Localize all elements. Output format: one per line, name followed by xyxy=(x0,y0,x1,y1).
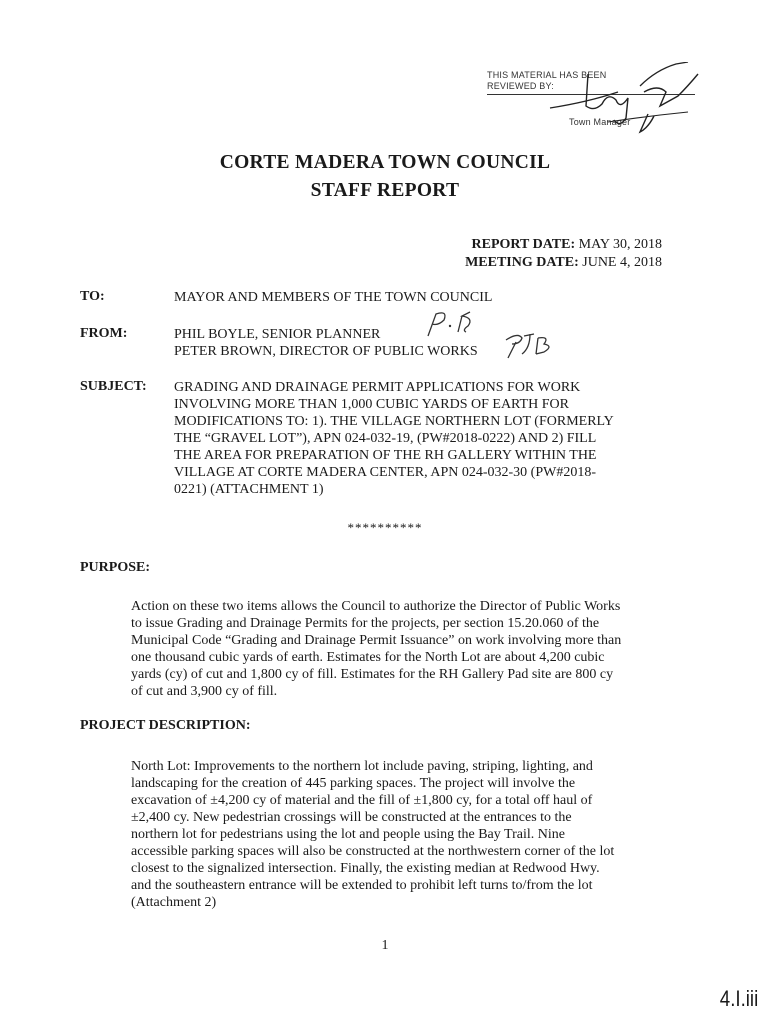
project-line: landscaping for the creation of 445 parking spaces. The project will involve the xyxy=(131,776,576,791)
purpose-heading: PURPOSE: xyxy=(80,560,150,575)
review-stamp-line2: REVIEWED BY: xyxy=(487,81,554,91)
subject-line: THE AREA FOR PREPARATION OF THE RH GALLERY WITHIN THE xyxy=(174,448,597,463)
agenda-item-number: 4.I.iii xyxy=(719,986,758,1011)
report-dates xyxy=(465,236,662,272)
org-title: CORTE MADERA TOWN COUNCIL xyxy=(219,152,551,173)
from-line2: PETER BROWN, DIRECTOR OF PUBLIC WORKS xyxy=(174,344,478,359)
review-stamp-line1: THIS MATERIAL HAS BEEN xyxy=(487,70,607,80)
report-date-value: MAY 30, 2018 xyxy=(578,237,662,252)
subject-line: GRADING AND DRAINAGE PERMIT APPLICATIONS FOR WORK xyxy=(174,380,581,395)
purpose-line: Municipal Code “Grading and Drainage Permit Issuance” on work involving more than xyxy=(131,633,622,648)
subject-line: INVOLVING MORE THAN 1,000 CUBIC YARDS OF EARTH FOR xyxy=(174,397,569,412)
doc-type-title: STAFF REPORT xyxy=(310,180,460,201)
purpose-line: yards (cy) of cut and 1,800 cy of fill. Estimates for the RH Gallery Pad site are 800 cy xyxy=(131,667,614,682)
subject-line: VILLAGE AT CORTE MADERA CENTER, APN 024-032-30 (PW#2018- xyxy=(174,465,597,480)
purpose-line: one thousand cubic yards of earth. Estimates for the North Lot are about 4,200 cubic xyxy=(131,650,605,665)
report-date-label: REPORT DATE: xyxy=(471,237,576,252)
subject-line: 0221) (ATTACHMENT 1) xyxy=(174,482,324,497)
project-line: accessible parking spaces will also be constructed at the northwestern corner of the lot xyxy=(131,844,615,859)
purpose-line: to issue Grading and Drainage Permits for the projects, per section 15.20.060 of the xyxy=(131,616,600,631)
purpose-paragraph xyxy=(131,598,666,700)
meeting-date-value: JUNE 4, 2018 xyxy=(582,255,662,270)
project-description-heading: PROJECT DESCRIPTION: xyxy=(80,718,251,733)
separator: ********** xyxy=(347,520,423,535)
to-label: TO: xyxy=(80,289,105,304)
subject-line: THE “GRAVEL LOT”), APN 024-032-19, (PW#2018-0222) AND 2) FILL xyxy=(174,431,597,446)
review-stamp-role: Town Manager xyxy=(569,117,631,127)
director-initials xyxy=(504,328,564,362)
project-line: (Attachment 2) xyxy=(131,895,217,910)
project-line: excavation of ±4,200 cy of material and the fill of ±1,800 cy, for a total off haul of xyxy=(131,793,593,808)
from-line1: PHIL BOYLE, SENIOR PLANNER xyxy=(174,327,381,342)
planner-initials xyxy=(422,306,492,342)
project-line: northern lot for pedestrians using the lot and people using the Bay Trail. Nine xyxy=(131,827,565,842)
subject-label: SUBJECT: xyxy=(80,379,147,394)
from-label: FROM: xyxy=(80,326,128,341)
subject-line: MODIFICATIONS TO: 1). THE VILLAGE NORTHERN LOT (FORMERLY xyxy=(174,414,614,429)
meeting-date-label: MEETING DATE: xyxy=(465,255,579,270)
to-value: MAYOR AND MEMBERS OF THE TOWN COUNCIL xyxy=(174,290,493,305)
purpose-line: Action on these two items allows the Council to authorize the Director of Public Works xyxy=(131,599,621,614)
page-number: 1 xyxy=(381,938,389,953)
project-line: and the southeastern entrance will be extended to prohibit left turns to/from the lot xyxy=(131,878,593,893)
project-line: North Lot: Improvements to the northern lot include paving, striping, lighting, and xyxy=(131,759,593,774)
town-manager-signature xyxy=(548,62,708,142)
project-description-paragraph xyxy=(131,758,666,911)
subject-text xyxy=(174,379,674,498)
purpose-line: of cut and 3,900 cy of fill. xyxy=(131,684,278,699)
project-line: ±2,400 cy. New pedestrian crossings will be constructed at the entrances to the xyxy=(131,810,572,825)
project-line: closest to the signalized intersection. Finally, the existing median at Redwood Hwy. xyxy=(131,861,600,876)
